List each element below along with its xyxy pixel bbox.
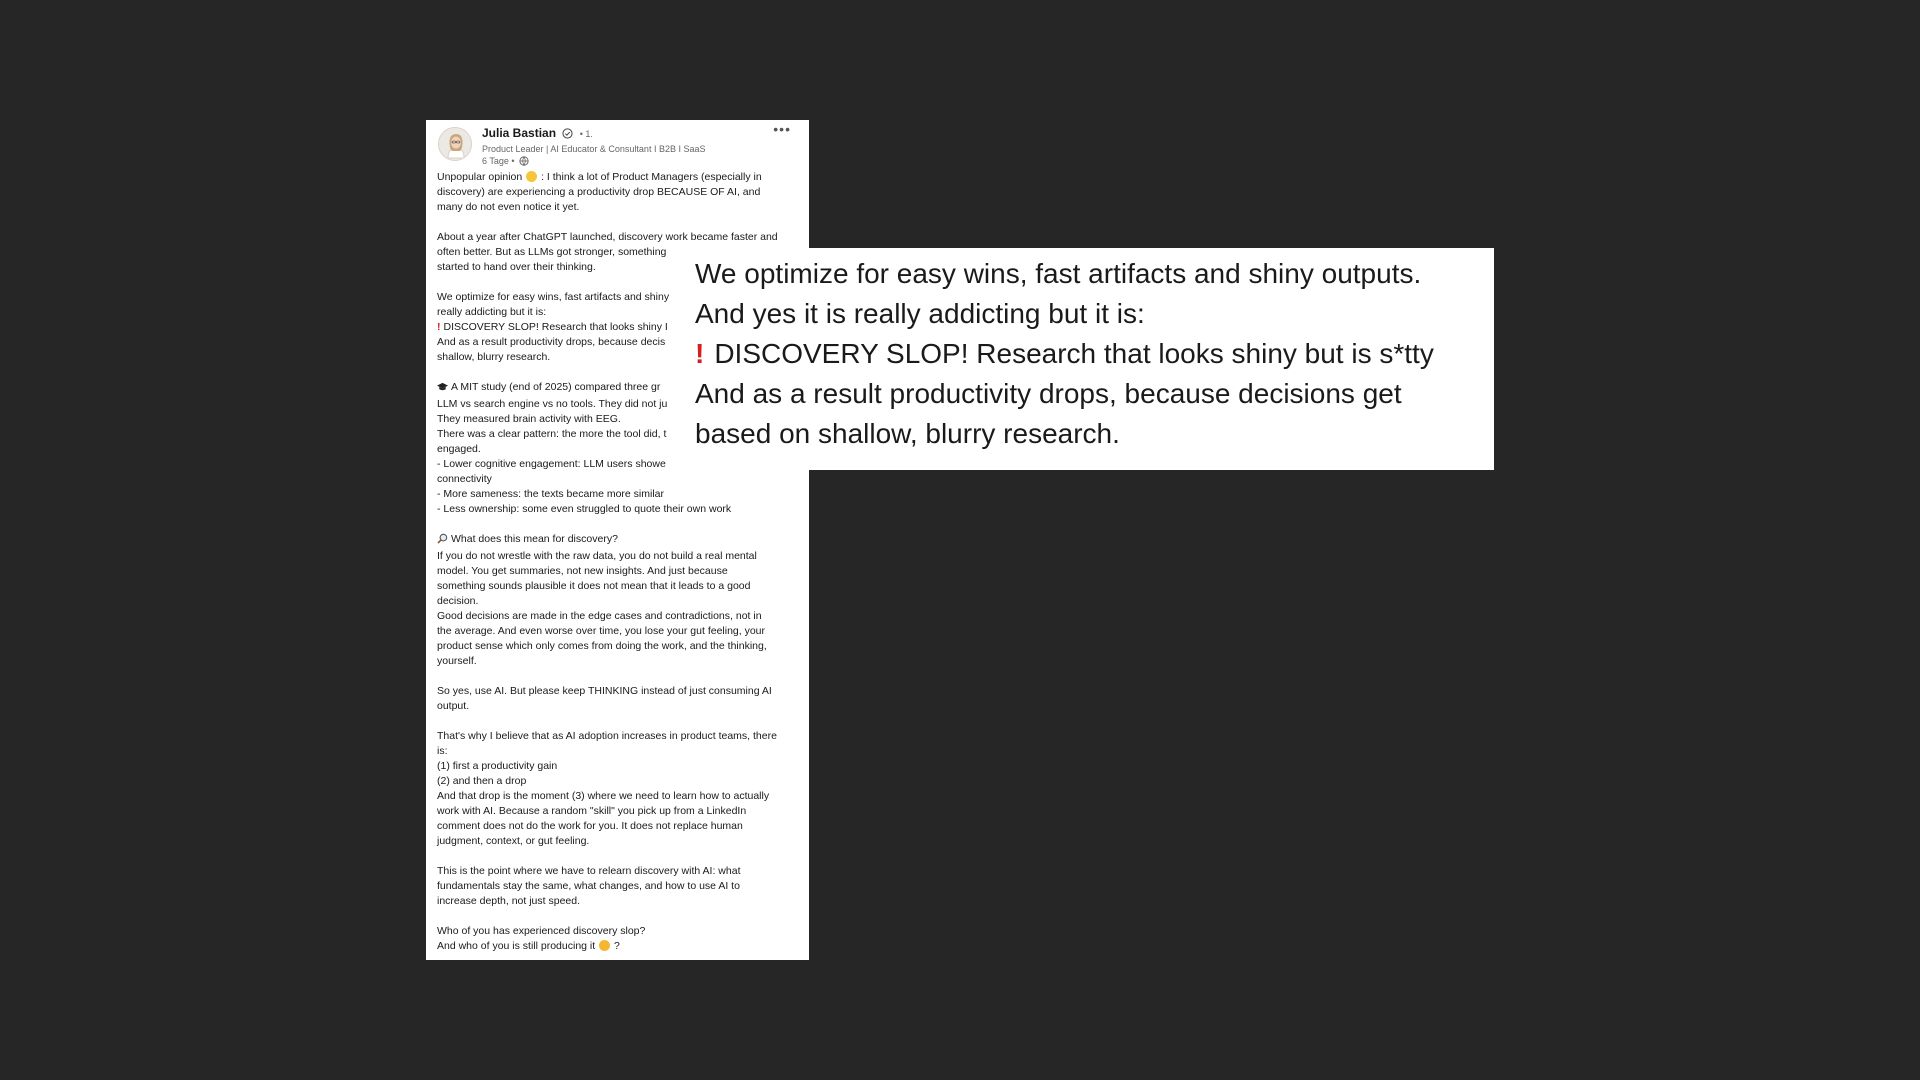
text-line: : I think a lot of Product Managers (especially in (541, 171, 762, 183)
paragraph-7 (437, 729, 799, 849)
text-line: output. (437, 700, 470, 712)
text-line: Who of you has experienced discovery slop? (437, 925, 646, 937)
linkedin-post-card (426, 120, 809, 960)
text-line: DISCOVERY SLOP! Research that looks shiny I (443, 321, 668, 333)
author-info (482, 125, 783, 169)
text-line: There was a clear pattern: the more the tool did, t (437, 428, 667, 440)
author-avatar[interactable] (438, 127, 472, 161)
author-name[interactable]: Julia Bastian (482, 126, 557, 140)
text-line: is: (437, 745, 448, 757)
text-line: That's why I believe that as AI adoption increases in product teams, there (437, 730, 777, 742)
text-line: comment does not do the work for you. It does not replace human (437, 820, 743, 832)
verified-check-icon (562, 127, 573, 143)
text-line: (1) first a productivity gain (437, 760, 558, 772)
text-line: And as a result productivity drops, because decis (437, 336, 666, 348)
text-line: ? (614, 940, 620, 952)
zoom-line: based on shallow, blurry research. (695, 418, 1120, 449)
zoom-line: We optimize for easy wins, fast artifacts and shiny outputs. (695, 258, 1422, 289)
text-line: really addicting but it is: (437, 306, 547, 318)
zoom-line: And as a result productivity drops, because decisions get (695, 378, 1402, 409)
text-line: What does this mean for discovery? (451, 533, 618, 545)
author-headline: Product Leader | AI Educator & Consultant I B2B I SaaS (482, 144, 706, 154)
text-line: So yes, use AI. But please keep THINKING instead of just consuming AI (437, 685, 772, 697)
text-line: decision. (437, 595, 479, 607)
zoomed-quote-overlay (683, 248, 1494, 470)
text-line: engaged. (437, 443, 481, 455)
magnifying-glass-icon (437, 533, 448, 549)
text-line: discovery) are experiencing a productivity drop BECAUSE OF AI, and (437, 186, 761, 198)
text-line: the average. And even worse over time, you lose your gut feeling, your (437, 625, 766, 637)
text-line: shallow, blurry research. (437, 351, 551, 363)
text-line: If you do not wrestle with the raw data, you do not build a real mental (437, 550, 757, 562)
paragraph-6 (437, 684, 799, 714)
text-line: (2) and then a drop (437, 775, 527, 787)
text-line: About a year after ChatGPT launched, discovery work became faster and (437, 231, 778, 243)
post-meta (482, 155, 783, 169)
connection-degree: • 1. (579, 129, 593, 139)
paragraph-8 (437, 864, 799, 909)
zoom-line: And yes it is really addicting but it is: (695, 298, 1145, 329)
text-line: And who of you is still producing it (437, 940, 596, 952)
globe-icon (519, 156, 529, 169)
more-options-icon[interactable]: ••• (773, 121, 791, 137)
text-line: something sounds plausible it does not mean that it leads to a good (437, 580, 751, 592)
text-line: increase depth, not just speed. (437, 895, 581, 907)
text-line: We optimize for easy wins, fast artifacts and shiny (437, 291, 670, 303)
text-line: And that drop is the moment (3) where we need to learn how to actually (437, 790, 770, 802)
scream-emoji-icon (526, 171, 537, 182)
text-line: many do not even notice it yet. (437, 201, 580, 213)
text-line: often better. But as LLMs got stronger, something (437, 246, 667, 258)
paragraph-1 (437, 170, 799, 215)
text-line: LLM vs search engine vs no tools. They did not ju (437, 398, 668, 410)
text-line: fundamentals stay the same, what changes, and how to use AI to (437, 880, 740, 892)
paragraph-5 (437, 532, 799, 669)
author-line (482, 125, 783, 143)
text-line: - More sameness: the texts became more similar (437, 488, 664, 500)
text-line: Unpopular opinion (437, 171, 523, 183)
red-exclamation-icon: ! (437, 321, 441, 333)
paragraph-9 (437, 924, 799, 954)
text-line: - Lower cognitive engagement: LLM users showe (437, 458, 666, 470)
text-line: They measured brain activity with EEG. (437, 413, 621, 425)
text-line: product sense which only comes from doing the work, and the thinking, (437, 640, 767, 652)
zoom-line: DISCOVERY SLOP! Research that looks shiny but is s*tty (714, 338, 1434, 369)
red-exclamation-icon: ! (695, 338, 705, 369)
post-time: 6 Tage • (482, 156, 515, 166)
text-line: Good decisions are made in the edge cases and contradictions, not in (437, 610, 762, 622)
text-line: A MIT study (end of 2025) compared three gr (451, 381, 661, 393)
text-line: - Less ownership: some even struggled to quote their own work (437, 503, 732, 515)
text-line: judgment, context, or gut feeling. (437, 835, 590, 847)
text-line: connectivity (437, 473, 492, 485)
graduation-cap-icon (437, 382, 448, 397)
text-line: This is the point where we have to relearn discovery with AI: what (437, 865, 741, 877)
smirk-emoji-icon (599, 940, 610, 951)
text-line: yourself. (437, 655, 477, 667)
text-line: started to hand over their thinking. (437, 261, 596, 273)
text-line: work with AI. Because a random "skill" you pick up from a LinkedIn (437, 805, 747, 817)
text-line: model. You get summaries, not new insights. And just because (437, 565, 728, 577)
